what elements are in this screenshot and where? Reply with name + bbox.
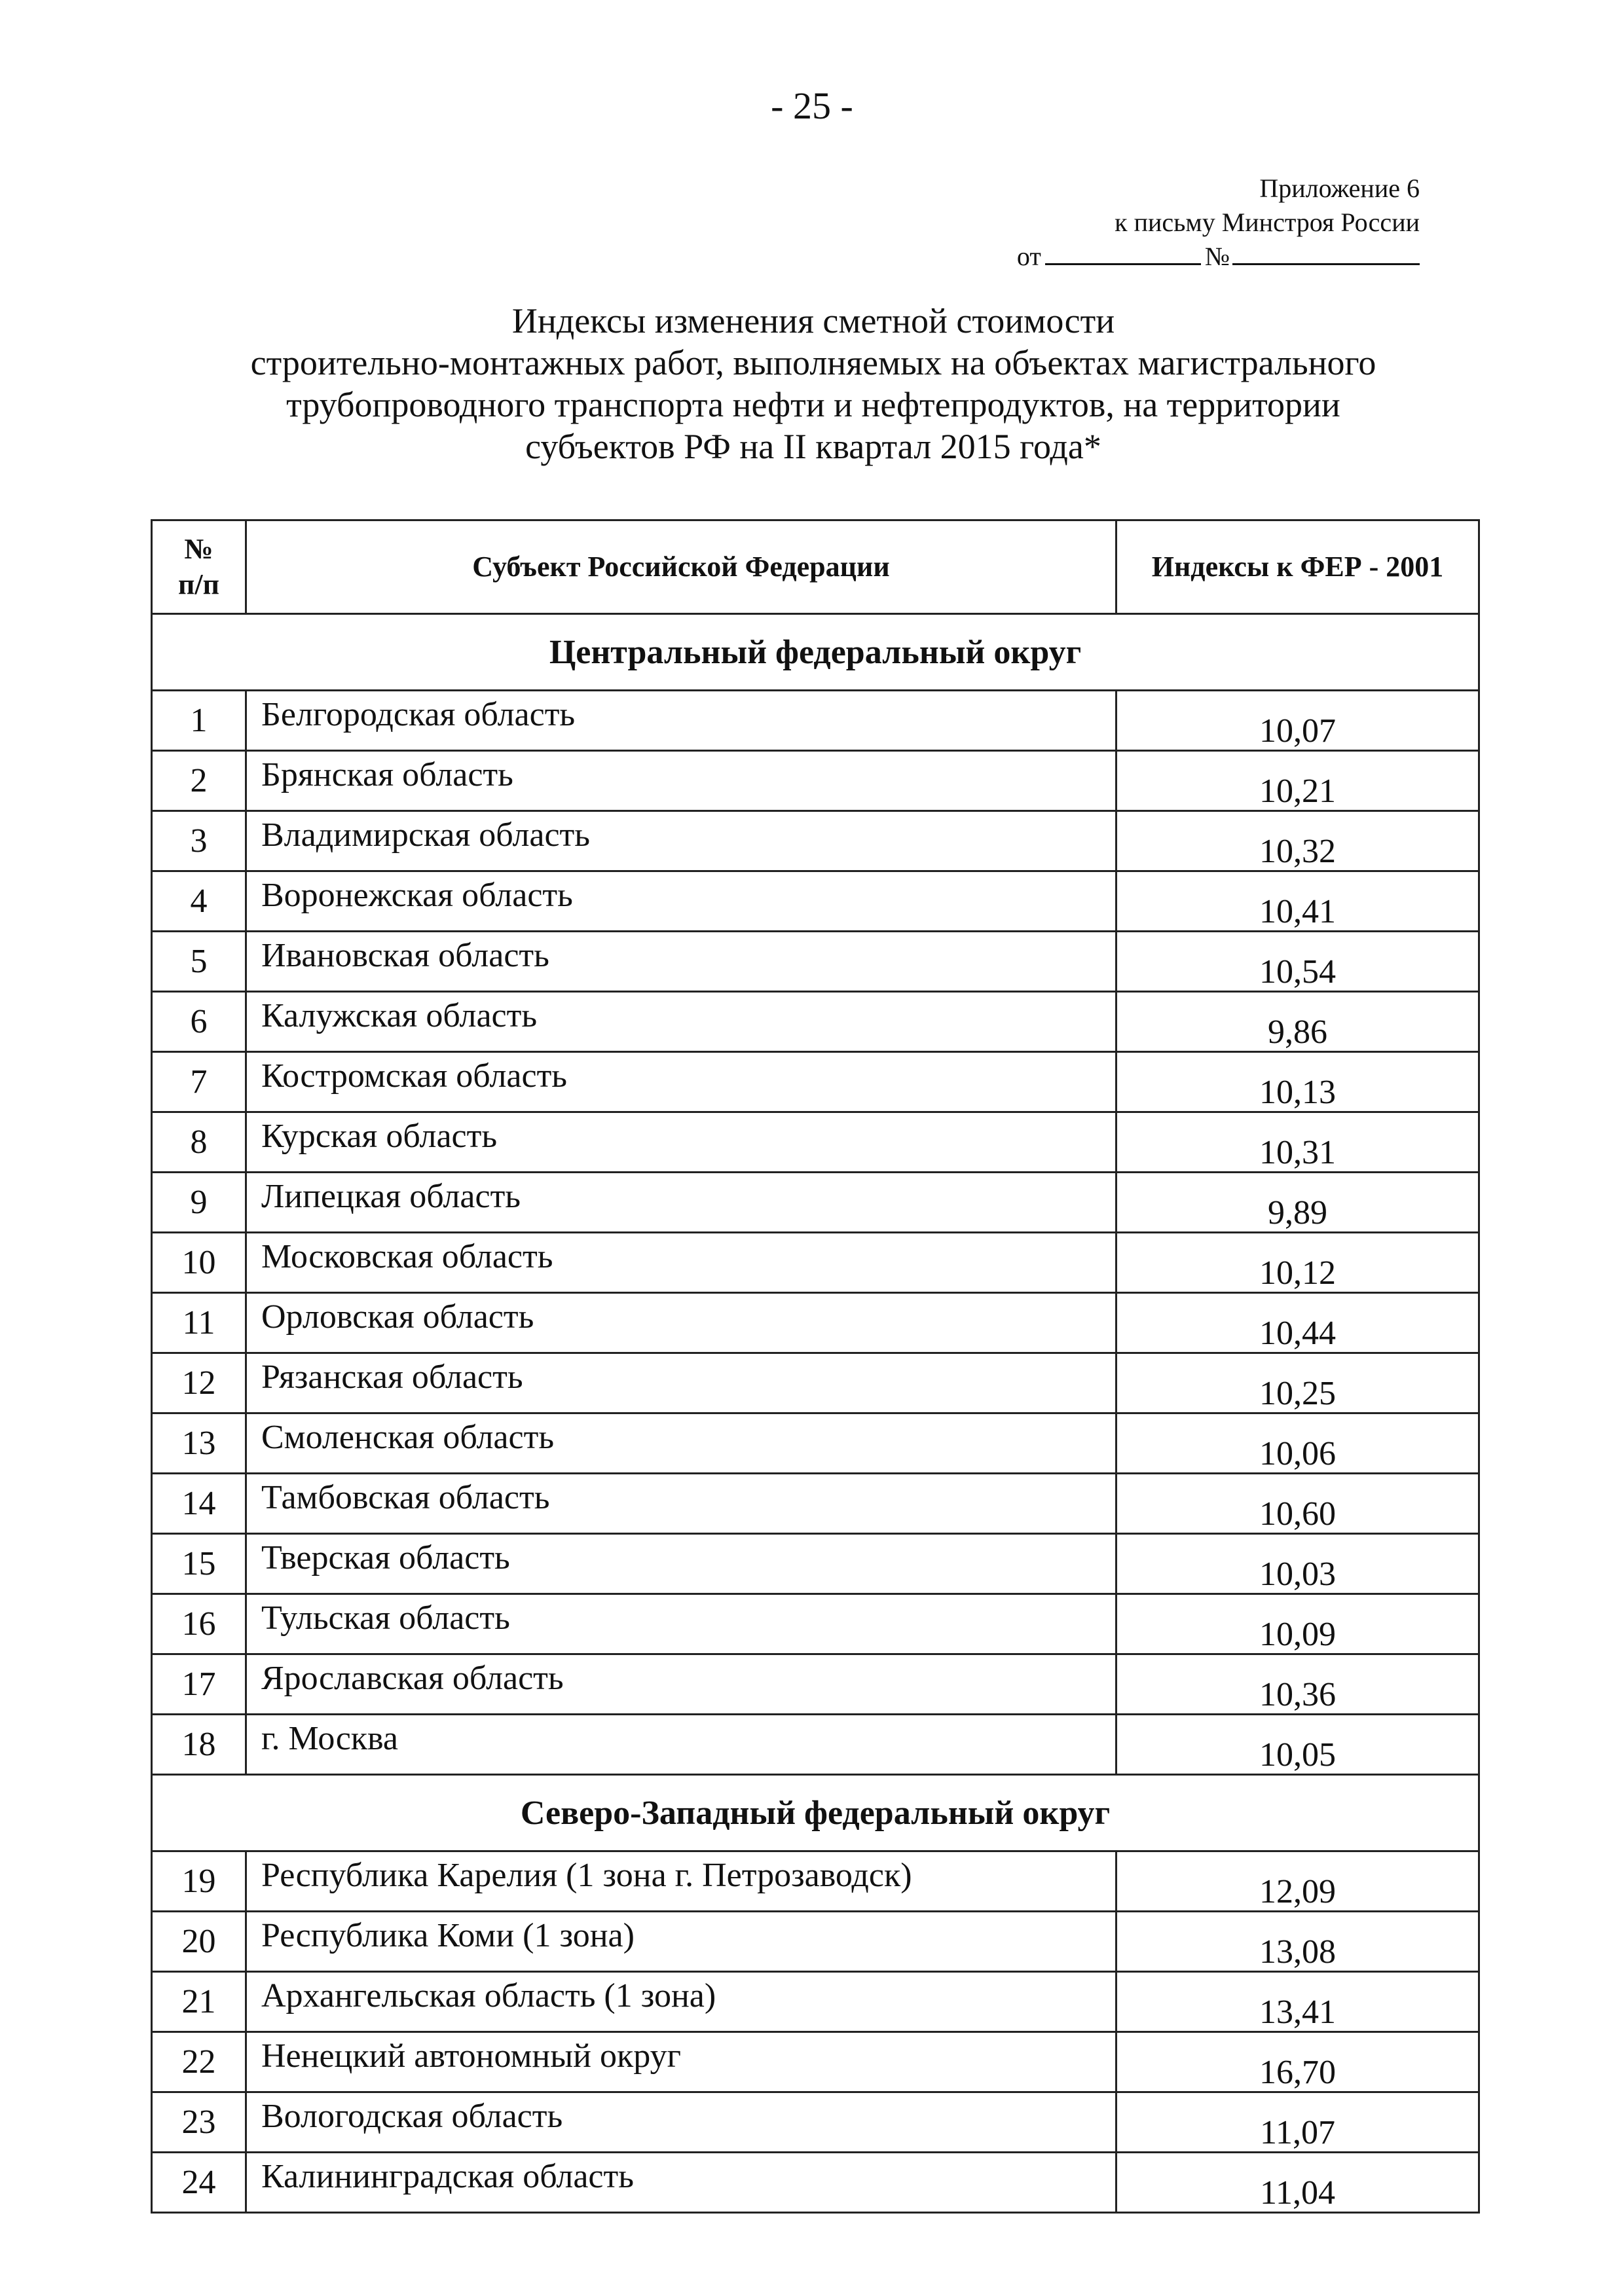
number-label: №	[1204, 242, 1230, 271]
number-blank	[1232, 241, 1420, 265]
title-line-1: Индексы изменения сметной стоимости	[511, 301, 1115, 340]
index-value: 10,09	[1116, 1594, 1479, 1654]
appendix-title: Приложение 6	[1259, 173, 1420, 203]
row-number: 24	[152, 2153, 246, 2213]
title-line-4: субъектов РФ на II квартал 2015 года*	[525, 427, 1101, 466]
index-value: 10,13	[1116, 1052, 1479, 1112]
row-number: 13	[152, 1413, 246, 1474]
table-row	[152, 2092, 1479, 2153]
row-number: 18	[152, 1715, 246, 1775]
row-number: 5	[152, 932, 246, 992]
row-number: 1	[152, 691, 246, 751]
row-number: 19	[152, 1851, 246, 1912]
table-row	[152, 1474, 1479, 1534]
table-row	[152, 1654, 1479, 1715]
table-row	[152, 1912, 1479, 1972]
table-row	[152, 992, 1479, 1052]
from-label: от	[1016, 242, 1041, 271]
subject-name: Курская область	[246, 1112, 1116, 1173]
table-row	[152, 2032, 1479, 2092]
region-row	[152, 1775, 1479, 1851]
index-value: 10,31	[1116, 1112, 1479, 1173]
index-value: 10,60	[1116, 1474, 1479, 1534]
table-row	[152, 1972, 1479, 2032]
table-row	[152, 1534, 1479, 1594]
row-number: 21	[152, 1972, 246, 2032]
appendix-block	[1017, 172, 1420, 274]
row-number: 4	[152, 871, 246, 932]
table-row	[152, 1353, 1479, 1413]
index-value: 13,08	[1116, 1912, 1479, 1972]
index-value: 9,86	[1116, 992, 1479, 1052]
index-value: 10,36	[1116, 1654, 1479, 1715]
index-value: 11,07	[1116, 2092, 1479, 2153]
index-value: 12,09	[1116, 1851, 1479, 1912]
index-value: 10,41	[1116, 871, 1479, 932]
subject-name: Владимирская область	[246, 811, 1116, 871]
subject-name: Белгородская область	[246, 691, 1116, 751]
subject-name: Рязанская область	[246, 1353, 1116, 1413]
index-value: 10,32	[1116, 811, 1479, 871]
row-number: 14	[152, 1474, 246, 1534]
index-value: 10,25	[1116, 1353, 1479, 1413]
index-value: 10,21	[1116, 751, 1479, 811]
table-row	[152, 2153, 1479, 2213]
subject-name: Московская область	[246, 1233, 1116, 1293]
table-row	[152, 1413, 1479, 1474]
subject-name: Архангельская область (1 зона)	[246, 1972, 1116, 2032]
subject-name: Костромская область	[246, 1052, 1116, 1112]
subject-name: Калужская область	[246, 992, 1116, 1052]
subject-name: Тамбовская область	[246, 1474, 1116, 1534]
table-row	[152, 691, 1479, 751]
table-row	[152, 932, 1479, 992]
table-row	[152, 1173, 1479, 1233]
subject-name: Брянская область	[246, 751, 1116, 811]
subject-name: Тульская область	[246, 1594, 1116, 1654]
table-row	[152, 1112, 1479, 1173]
row-number: 8	[152, 1112, 246, 1173]
subject-name: г. Москва	[246, 1715, 1116, 1775]
subject-name: Липецкая область	[246, 1173, 1116, 1233]
row-number: 17	[152, 1654, 246, 1715]
appendix-date-number	[1017, 240, 1420, 274]
table-row	[152, 1233, 1479, 1293]
table-row	[152, 871, 1479, 932]
table-header-row	[152, 520, 1479, 614]
subject-name: Смоленская область	[246, 1413, 1116, 1474]
subject-name: Орловская область	[246, 1293, 1116, 1353]
row-number: 9	[152, 1173, 246, 1233]
title-line-3: трубопроводного транспорта нефти и нефтепродуктов, на территории	[286, 385, 1340, 424]
row-number: 12	[152, 1353, 246, 1413]
subject-name: Вологодская область	[246, 2092, 1116, 2153]
table-row	[152, 1594, 1479, 1654]
header-number: № п/п	[152, 520, 246, 614]
title-line-2: строительно-монтажных работ, выполняемых на объектах магистрального	[250, 343, 1376, 382]
row-number: 15	[152, 1534, 246, 1594]
index-table	[151, 519, 1480, 2214]
index-value: 9,89	[1116, 1173, 1479, 1233]
subject-name: Калининградская область	[246, 2153, 1116, 2213]
document-title	[152, 300, 1475, 467]
header-subject: Субъект Российской Федерации	[246, 520, 1116, 614]
row-number: 20	[152, 1912, 246, 1972]
table-row	[152, 811, 1479, 871]
subject-name: Воронежская область	[246, 871, 1116, 932]
table-body	[152, 614, 1479, 2213]
page-number: - 25 -	[771, 84, 853, 127]
appendix-letter: к письму Минстроя России	[1115, 208, 1420, 237]
subject-name: Ярославская область	[246, 1654, 1116, 1715]
index-value: 10,06	[1116, 1413, 1479, 1474]
table-row	[152, 1715, 1479, 1775]
index-value: 10,54	[1116, 932, 1479, 992]
region-row	[152, 614, 1479, 691]
subject-name: Тверская область	[246, 1534, 1116, 1594]
index-value: 13,41	[1116, 1972, 1479, 2032]
subject-name: Республика Карелия (1 зона г. Петрозаводск)	[246, 1851, 1116, 1912]
header-index: Индексы к ФЕР - 2001	[1116, 520, 1479, 614]
index-value: 16,70	[1116, 2032, 1479, 2092]
subject-name: Ненецкий автономный округ	[246, 2032, 1116, 2092]
row-number: 6	[152, 992, 246, 1052]
index-value: 10,12	[1116, 1233, 1479, 1293]
table-row	[152, 1293, 1479, 1353]
row-number: 16	[152, 1594, 246, 1654]
row-number: 22	[152, 2032, 246, 2092]
index-value: 10,44	[1116, 1293, 1479, 1353]
index-value: 10,07	[1116, 691, 1479, 751]
region-heading: Центральный федеральный округ	[152, 614, 1479, 691]
row-number: 10	[152, 1233, 246, 1293]
subject-name: Республика Коми (1 зона)	[246, 1912, 1116, 1972]
index-value: 10,03	[1116, 1534, 1479, 1594]
date-blank	[1045, 241, 1201, 265]
table-row	[152, 751, 1479, 811]
row-number: 23	[152, 2092, 246, 2153]
row-number: 7	[152, 1052, 246, 1112]
row-number: 11	[152, 1293, 246, 1353]
table-row	[152, 1851, 1479, 1912]
subject-name: Ивановская область	[246, 932, 1116, 992]
region-heading: Северо-Западный федеральный округ	[152, 1775, 1479, 1851]
table-row	[152, 1052, 1479, 1112]
row-number: 2	[152, 751, 246, 811]
index-value: 10,05	[1116, 1715, 1479, 1775]
row-number: 3	[152, 811, 246, 871]
index-value: 11,04	[1116, 2153, 1479, 2213]
